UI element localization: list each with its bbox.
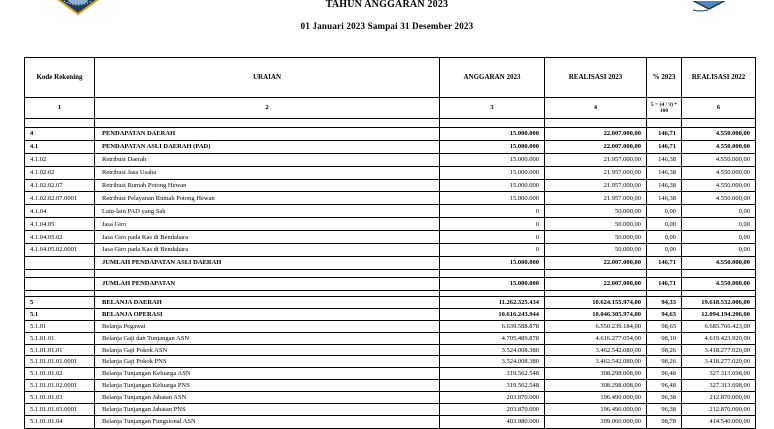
cell-kode-rekening: 5.1.01.01.01.0001 [25,356,95,367]
cell-uraian: Belanja Tunjangan Keluarga ASN [95,368,440,379]
cell-uraian: Jasa Giro pada Kas di Bendahara [95,231,440,243]
table-row [25,205,755,218]
cell-anggaran-2023: 319.562.548 [440,380,545,391]
cell-realisasi-2023: 10.624.155.974,00 [545,297,647,308]
cell-uraian: Belanja Pegawai [95,321,440,332]
header-pct-2023: % 2023 [647,58,682,97]
cell-realisasi-2022: 4.619.423.920,00 [704,334,750,342]
cell-realisasi-2023: 21.957.000,00 [545,180,647,192]
cell-realisasi-2023: 50.000,00 [545,231,647,243]
cell-kode-rekening: 4.1.02.02 [25,167,95,179]
cell-realisasi-2022: 327.313.698,00 [709,382,750,390]
cell-uraian [95,270,440,277]
budget-table-pendapatan [24,57,756,300]
cell-uraian: BELANJA OPERASI [95,309,440,320]
colnum-1: 1 [25,98,95,118]
cell-anggaran-2023 [440,119,545,127]
cell-kode-rekening: 4.1.04 [25,205,95,217]
table-row [25,416,755,428]
cell-anggaran-2023: 403.980.000 [440,416,545,428]
colnum-2: 2 [95,98,440,118]
table-row [25,321,755,333]
cell-kode-rekening [25,257,95,269]
cell-realisasi-2022: 212.870.000,00 [709,394,750,402]
cell-kode-rekening [25,278,95,290]
cell-pct-2023: 146,38 [647,154,682,166]
page-title: TAHUN ANGGARAN 2023 [325,0,449,10]
table-row [25,297,755,309]
pendapatan-rows [25,119,755,299]
cell-pct-2023: 146,38 [647,167,682,179]
cell-realisasi-2023: 21.957.000,00 [545,167,647,179]
colnum-4: 4 [545,98,647,118]
header-kode-rekening: Kode Rekening [25,58,95,97]
cell-pct-2023 [647,270,682,277]
cell-realisasi-2023: 50.000,00 [545,205,647,217]
cell-anggaran-2023 [440,270,545,277]
cell-anggaran-2023: 203.870.000 [440,392,545,403]
cell-uraian: Belanja Gaji Pokok PNS [95,356,440,367]
cell-realisasi-2023 [545,270,647,277]
cell-anggaran-2023: 15.000.000 [440,128,545,140]
cell-uraian [95,119,440,127]
cell-uraian: Belanja Tunjangan Keluarga PNS [95,380,440,391]
cell-anggaran-2023: 15.000.000 [440,154,545,166]
cell-pct-2023: 98,26 [647,356,682,367]
colnum-6: 6 [716,104,721,112]
cell-pct-2023: 96,38 [647,392,682,403]
cell-anggaran-2023: 4.705.489.878 [440,333,545,344]
table-row [25,218,755,231]
cell-realisasi-2022: 4.550.000,00 [715,194,750,202]
table-row [25,119,755,128]
cell-anggaran-2023: 15.000.000 [440,141,545,153]
cell-pct-2023: 146,71 [647,278,682,290]
cell-pct-2023: 0,00 [647,231,682,243]
cell-kode-rekening: 5.1.01.01 [25,333,95,344]
cell-realisasi-2023: 22.007.000,00 [545,257,647,269]
cell-uraian: Retribusi Rumah Potong Hewan [95,180,440,192]
cell-realisasi-2023: 3.462.542.080,00 [545,356,647,367]
cell-pct-2023: 146,71 [647,128,682,140]
cell-kode-rekening: 5.1.01.01.03.0001 [25,404,95,415]
cell-uraian: PENDAPATAN DAERAH [95,128,440,140]
cell-kode-rekening: 5.1.01.01.04 [25,416,95,428]
cell-anggaran-2023: 15.000.000 [440,192,545,204]
cell-realisasi-2023: 22.007.000,00 [545,128,647,140]
cell-realisasi-2022: 4.550.000,00 [715,280,750,288]
cell-pct-2023: 146,38 [647,192,682,204]
cell-realisasi-2023: 308.298.008,00 [545,368,647,379]
cell-kode-rekening: 5.1 [25,309,95,320]
header-uraian: URAIAN [95,58,440,97]
cell-uraian: Belanja Tunjangan Fungsional ASN [95,416,440,428]
cell-kode-rekening: 4.1.02 [25,154,95,166]
cell-realisasi-2022: 0,00 [738,220,750,228]
cell-anggaran-2023: 10.616.243.944 [440,309,545,320]
cell-realisasi-2022: 19.618.532.006,00 [701,298,750,306]
cell-realisasi-2022 [682,270,755,277]
cell-realisasi-2022: 4.550.000,00 [715,259,750,267]
cell-realisasi-2023: 21.957.000,00 [545,154,647,166]
cell-realisasi-2023: 6.550.239.184,00 [545,321,647,332]
header-realisasi-2023: REALISASI 2023 [545,58,647,97]
cell-anggaran-2023: 0 [440,218,545,230]
table-header-row [25,58,755,98]
cell-realisasi-2022: 4.550.000,00 [715,156,750,164]
cell-anggaran-2023: 319.562.548 [440,368,545,379]
table-row [25,380,755,392]
cell-realisasi-2022: 4.550.000,00 [715,130,750,138]
cell-kode-rekening [25,119,95,127]
cell-realisasi-2023: 21.957.000,00 [545,192,647,204]
cell-realisasi-2022: 212.870.000,00 [709,405,750,413]
cell-uraian: Belanja Tunjangan Jabatan PNS [95,404,440,415]
cell-pct-2023: 0,00 [647,244,682,256]
cell-uraian: PENDAPATAN ASLI DAERAH (PAD) [95,141,440,153]
cell-realisasi-2022: 0,00 [738,246,750,254]
cell-realisasi-2022: 4.550.000,00 [715,169,750,177]
cell-anggaran-2023: 0 [440,231,545,243]
table-row [25,345,755,357]
table-row [25,368,755,380]
cell-pct-2023: 146,71 [647,141,682,153]
table-row [25,270,755,278]
table-row [25,278,755,291]
table-row [25,192,755,205]
table-row [25,154,755,167]
cell-uraian: Lain-lain PAD yang Sah [95,205,440,217]
cell-anggaran-2023: 6.639.588.878 [440,321,545,332]
cell-kode-rekening: 5.1.01.01.03 [25,392,95,403]
cell-realisasi-2022: 3.418.277.020,00 [704,346,750,354]
cell-realisasi-2023: 3.462.542.080,00 [545,345,647,356]
cell-realisasi-2022: 0,00 [738,233,750,241]
cell-kode-rekening: 4.1.04.05.02 [25,231,95,243]
cell-realisasi-2022: 3.418.277.020,00 [704,358,750,366]
cell-uraian: Retribusi Pelayanan Rumah Potong Hewan [95,192,440,204]
cell-realisasi-2022: 0,00 [738,207,750,215]
belanja-rows [25,297,755,428]
cell-pct-2023: 96,48 [647,380,682,391]
column-number-row [25,98,755,119]
cell-kode-rekening: 4 [25,128,95,140]
cell-anggaran-2023: 15.000.000 [440,278,545,290]
cell-uraian: Jasa Giro pada Kas di Bendahara [95,244,440,256]
cell-pct-2023: 96,48 [647,368,682,379]
table-row [25,141,755,154]
cell-anggaran-2023: 3.524.008.380 [440,356,545,367]
cell-realisasi-2023: 399.060.000,00 [545,416,647,428]
page-subtitle: 01 Januari 2023 Sampai 31 Desember 2023 [300,21,474,31]
cell-kode-rekening: 5.1.01 [25,321,95,332]
table-row [25,167,755,180]
budget-table-belanja [24,296,756,429]
header-anggaran-2023: ANGGARAN 2023 [440,58,545,97]
cell-pct-2023 [647,119,682,127]
table-row [25,231,755,244]
cell-realisasi-2022: 327.313.698,00 [709,370,750,378]
cell-uraian: Belanja Gaji dan Tunjangan ASN [95,333,440,344]
cell-kode-rekening: 4.1 [25,141,95,153]
table-row [25,244,755,257]
colnum-5-formula: 5 = (4 / 3) * 100 [647,98,682,118]
cell-kode-rekening: 5.1.01.01.02.0001 [25,380,95,391]
cell-kode-rekening [25,270,95,277]
table-row [25,257,755,270]
cell-kode-rekening: 4.1.02.02.07 [25,180,95,192]
header-realisasi-2022: REALISASI 2022 [691,73,746,82]
cell-uraian: Belanja Gaji Pokok ASN [95,345,440,356]
cell-anggaran-2023: 15.000.000 [440,257,545,269]
cell-realisasi-2023: 50.000,00 [545,244,647,256]
cell-uraian: JUMLAH PENDAPATAN [95,278,440,290]
cell-pct-2023: 98,10 [647,333,682,344]
cell-realisasi-2023: 196.490.000,00 [545,404,647,415]
cell-realisasi-2022: 6.685.766.423,00 [704,322,750,330]
cell-realisasi-2022 [682,119,755,127]
cell-realisasi-2022: 414.540.000,00 [709,418,750,426]
cell-kode-rekening: 4.1.02.02.07.0001 [25,192,95,204]
cell-pct-2023: 0,00 [647,218,682,230]
cell-realisasi-2023: 22.007.000,00 [545,278,647,290]
cell-anggaran-2023: 0 [440,244,545,256]
table-row [25,128,755,141]
table-row [25,392,755,404]
cell-uraian: JUMLAH PENDAPATAN ASLI DAERAH [95,257,440,269]
cell-anggaran-2023: 3.524.008.380 [440,345,545,356]
cell-anggaran-2023: 203.870.000 [440,404,545,415]
cell-pct-2023: 146,38 [647,180,682,192]
cell-kode-rekening: 4.1.04.05 [25,218,95,230]
cell-kode-rekening: 5 [25,297,95,308]
table-row [25,309,755,321]
table-row [25,333,755,345]
table-row [25,356,755,368]
cell-kode-rekening: 4.1.04.05.02.0001 [25,244,95,256]
cell-realisasi-2023: 50.000,00 [545,218,647,230]
cell-anggaran-2023: 11.262.325.434 [440,297,545,308]
cell-pct-2023: 96,38 [647,404,682,415]
cell-anggaran-2023: 15.000.000 [440,180,545,192]
cell-realisasi-2023 [545,119,647,127]
cell-anggaran-2023: 15.000.000 [440,167,545,179]
cell-pct-2023: 94,33 [647,297,682,308]
cell-pct-2023: 0,00 [647,205,682,217]
cell-realisasi-2023: 4.616.277.054,00 [545,333,647,344]
table-row [25,180,755,193]
cell-kode-rekening: 5.1.01.01.01 [25,345,95,356]
cell-realisasi-2022: 4.550.000,00 [715,143,750,151]
cell-realisasi-2022: 4.550.000,00 [715,182,750,189]
cell-anggaran-2023: 0 [440,205,545,217]
cell-realisasi-2023: 10.046.305.974,00 [545,309,647,320]
cell-realisasi-2023: 22.007.000,00 [545,141,647,153]
cell-pct-2023: 98,26 [647,345,682,356]
table-row [25,404,755,416]
cell-realisasi-2023: 196.490.000,00 [545,392,647,403]
colnum-3: 3 [440,98,545,118]
cell-uraian: Jasa Giro [95,218,440,230]
cell-uraian: BELANJA DAERAH [95,297,440,308]
cell-pct-2023: 98,78 [647,416,682,428]
cell-realisasi-2023: 308.298.008,00 [545,380,647,391]
cell-uraian: Belanja Tunjangan Jabatan ASN [95,392,440,403]
cell-uraian: Retribusi Jasa Usaha [95,167,440,179]
cell-kode-rekening: 5.1.01.01.02 [25,368,95,379]
cell-pct-2023: 94,63 [647,309,682,320]
cell-uraian: Retribusi Daerah [95,154,440,166]
cell-pct-2023: 146,71 [647,257,682,269]
cell-realisasi-2022: 12.094.194.206,00 [701,310,750,318]
cell-pct-2023: 98,65 [647,321,682,332]
